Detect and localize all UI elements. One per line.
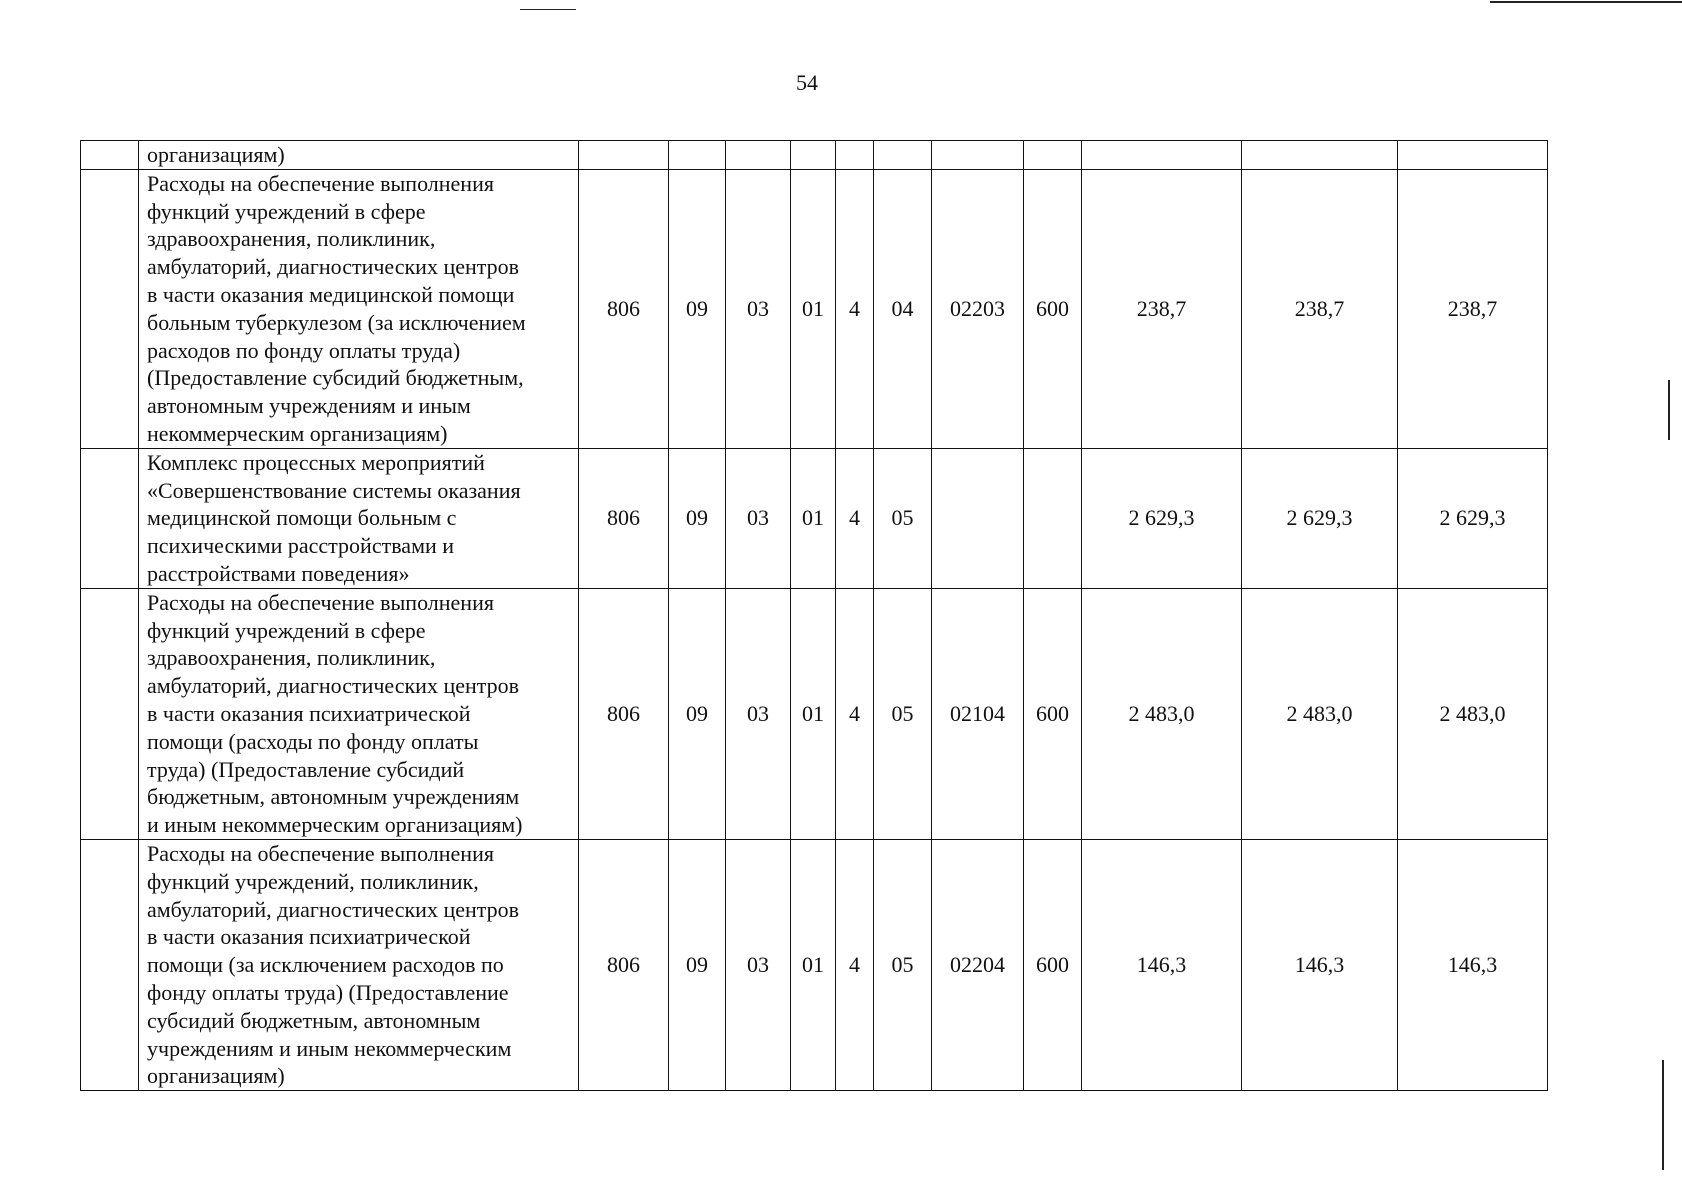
- row-marker-cell: [81, 169, 139, 448]
- cell-type: 4: [836, 588, 874, 839]
- cell-ministry: 806: [579, 588, 669, 839]
- cell-measure: 05: [874, 588, 932, 839]
- cell-program: 01: [791, 169, 836, 448]
- cell-ministry: 806: [579, 448, 669, 588]
- cell-amount-3: [1398, 141, 1548, 170]
- scan-mark-right-edge-lower: [1662, 1060, 1664, 1170]
- row-marker-cell: [81, 839, 139, 1090]
- cell-expense-type: 600: [1024, 839, 1082, 1090]
- cell-measure: [874, 141, 932, 170]
- cell-amount-2: 2 629,3: [1242, 448, 1398, 588]
- cell-program: [791, 141, 836, 170]
- cell-program: 01: [791, 839, 836, 1090]
- cell-ministry: 806: [579, 169, 669, 448]
- cell-amount-3: 146,3: [1398, 839, 1548, 1090]
- cell-amount-1: 2 483,0: [1082, 588, 1242, 839]
- cell-amount-2: 146,3: [1242, 839, 1398, 1090]
- row-marker-cell: [81, 448, 139, 588]
- cell-subsection: [726, 141, 791, 170]
- cell-expense-type: [1024, 448, 1082, 588]
- cell-subsection: 03: [726, 448, 791, 588]
- cell-ministry: 806: [579, 839, 669, 1090]
- cell-amount-1: [1082, 141, 1242, 170]
- cell-type: 4: [836, 169, 874, 448]
- cell-type: [836, 141, 874, 170]
- table-row: [81, 839, 1548, 1090]
- cell-subsection: 03: [726, 169, 791, 448]
- cell-amount-1: 2 629,3: [1082, 448, 1242, 588]
- cell-direction: 02104: [932, 588, 1024, 839]
- cell-direction: [932, 448, 1024, 588]
- cell-amount-3: 2 629,3: [1398, 448, 1548, 588]
- page-number: 54: [796, 70, 818, 95]
- cell-amount-2: 2 483,0: [1242, 588, 1398, 839]
- budget-table: [80, 140, 1548, 1091]
- cell-program: 01: [791, 448, 836, 588]
- cell-section: 09: [669, 839, 726, 1090]
- cell-measure: 05: [874, 448, 932, 588]
- cell-subsection: 03: [726, 588, 791, 839]
- cell-amount-2: [1242, 141, 1398, 170]
- cell-direction: 02203: [932, 169, 1024, 448]
- cell-type: 4: [836, 839, 874, 1090]
- cell-direction: [932, 141, 1024, 170]
- cell-amount-1: 146,3: [1082, 839, 1242, 1090]
- description-cell: Комплекс процессных мероприятий «Совершенствование системы оказания медицинской помощи больным с психическими расстройствами и расстройствами поведения»: [139, 448, 579, 588]
- scan-mark-top-left: [520, 9, 576, 10]
- cell-amount-3: 2 483,0: [1398, 588, 1548, 839]
- table-row: [81, 169, 1548, 448]
- description-cell: Расходы на обеспечение выполнения функций учреждений в сфере здравоохранения, поликлиник, амбулаторий, диагностических центров в части оказания психиатрической помощи (расходы по фонду оплаты труда) (Предоставление субсидий бюджетным, автономным учреждениям и иным некоммерческим организациям): [139, 588, 579, 839]
- cell-direction: 02204: [932, 839, 1024, 1090]
- cell-section: 09: [669, 588, 726, 839]
- cell-expense-type: 600: [1024, 588, 1082, 839]
- row-marker-cell: [81, 141, 139, 170]
- cell-measure: 04: [874, 169, 932, 448]
- scan-mark-right-edge: [1668, 380, 1670, 440]
- cell-amount-2: 238,7: [1242, 169, 1398, 448]
- cell-expense-type: [1024, 141, 1082, 170]
- cell-section: [669, 141, 726, 170]
- scan-mark-top-right: [1490, 1, 1682, 3]
- cell-measure: 05: [874, 839, 932, 1090]
- description-cell: Расходы на обеспечение выполнения функций учреждений в сфере здравоохранения, поликлиник, амбулаторий, диагностических центров в части оказания медицинской помощи больным туберкулезом (за исключением расходов по фонду оплаты труда) (Предоставление субсидий бюджетным, автономным учреждениям и иным некоммерческим организациям): [139, 169, 579, 448]
- cell-type: 4: [836, 448, 874, 588]
- table-row: [81, 588, 1548, 839]
- cell-section: 09: [669, 169, 726, 448]
- cell-expense-type: 600: [1024, 169, 1082, 448]
- cell-program: 01: [791, 588, 836, 839]
- description-cell: Расходы на обеспечение выполнения функций учреждений, поликлиник, амбулаторий, диагностических центров в части оказания психиатрической помощи (за исключением расходов по фонду оплаты труда) (Предоставление субсидий бюджетным, автономным учреждениям и иным некоммерческим организациям): [139, 839, 579, 1090]
- cell-subsection: 03: [726, 839, 791, 1090]
- cell-amount-3: 238,7: [1398, 169, 1548, 448]
- table-row: [81, 141, 1548, 170]
- description-cell: организациям): [139, 141, 579, 170]
- table-row: [81, 448, 1548, 588]
- cell-amount-1: 238,7: [1082, 169, 1242, 448]
- cell-ministry: [579, 141, 669, 170]
- cell-section: 09: [669, 448, 726, 588]
- row-marker-cell: [81, 588, 139, 839]
